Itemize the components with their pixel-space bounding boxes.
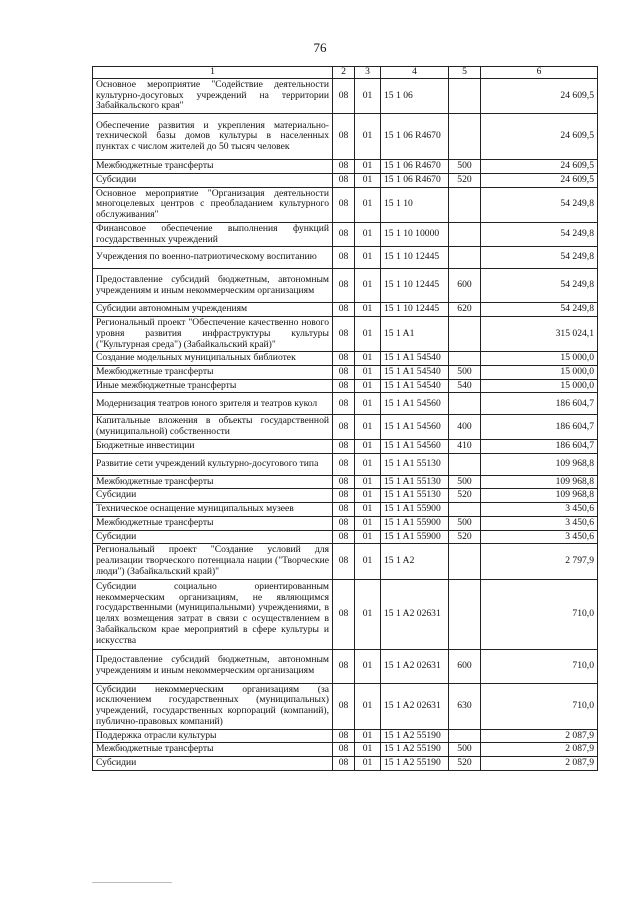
table-row	[93, 114, 598, 160]
subsection-code: 01	[355, 160, 381, 174]
section-code: 08	[333, 269, 355, 303]
expense-type: 630	[449, 683, 481, 729]
table-row	[93, 160, 598, 174]
target-article: 15 1 A1 54540	[381, 379, 449, 393]
expense-type: 500	[449, 743, 481, 757]
row-name: Межбюджетные трансферты	[93, 516, 333, 530]
table-row	[93, 393, 598, 415]
section-code: 08	[333, 757, 355, 771]
section-code: 08	[333, 453, 355, 475]
target-article: 15 1 A2	[381, 544, 449, 579]
row-name: Развитие сети учреждений культурно-досугового типа	[93, 453, 333, 475]
subsection-code: 01	[355, 114, 381, 160]
table-row	[93, 743, 598, 757]
amount: 2 087,9	[481, 729, 598, 743]
expense-type	[449, 352, 481, 366]
section-code: 08	[333, 366, 355, 380]
row-name: Субсидии автономным учреждениям	[93, 303, 333, 317]
row-name: Межбюджетные трансферты	[93, 475, 333, 489]
amount: 54 249,8	[481, 187, 598, 222]
row-name: Региональный проект "Создание условий для реализации творческого потенциала нации ("Творческие люди") (Забайкальский край)"	[93, 544, 333, 579]
amount: 2 087,9	[481, 757, 598, 771]
row-name: Субсидии	[93, 757, 333, 771]
target-article: 15 1 A1 54560	[381, 393, 449, 415]
row-name: Субсидии	[93, 173, 333, 187]
target-article: 15 1 A1 55900	[381, 503, 449, 517]
subsection-code: 01	[355, 303, 381, 317]
section-code: 08	[333, 222, 355, 246]
section-code: 08	[333, 489, 355, 503]
table-row	[93, 222, 598, 246]
expense-type: 620	[449, 303, 481, 317]
table-row	[93, 317, 598, 352]
row-name: Субсидии некоммерческим организациям (за исключением государственных (муниципальных) учреждений, государственных корпораций (компаний), публично-правовых компаний)	[93, 683, 333, 729]
amount: 109 968,8	[481, 453, 598, 475]
expense-type	[449, 544, 481, 579]
section-code: 08	[333, 352, 355, 366]
expense-type: 500	[449, 475, 481, 489]
section-code: 08	[333, 729, 355, 743]
expense-type	[449, 317, 481, 352]
expense-type: 520	[449, 530, 481, 544]
table-row	[93, 303, 598, 317]
subsection-code: 01	[355, 649, 381, 683]
amount: 15 000,0	[481, 366, 598, 380]
target-article: 15 1 10 10000	[381, 222, 449, 246]
subsection-code: 01	[355, 544, 381, 579]
subsection-code: 01	[355, 352, 381, 366]
target-article: 15 1 06	[381, 79, 449, 114]
table-row	[93, 187, 598, 222]
subsection-code: 01	[355, 579, 381, 649]
section-code: 08	[333, 439, 355, 453]
section-code: 08	[333, 503, 355, 517]
subsection-code: 01	[355, 317, 381, 352]
amount: 186 604,7	[481, 415, 598, 439]
amount: 2 087,9	[481, 743, 598, 757]
expense-type	[449, 503, 481, 517]
target-article: 15 1 A2 55190	[381, 757, 449, 771]
target-article: 15 1 A2 02631	[381, 579, 449, 649]
amount: 24 609,5	[481, 173, 598, 187]
column-header: 2	[333, 67, 355, 79]
row-name: Техническое оснащение муниципальных музеев	[93, 503, 333, 517]
row-name: Модернизация театров юного зрителя и театров кукол	[93, 393, 333, 415]
expense-type	[449, 247, 481, 269]
target-article: 15 1 A1 54560	[381, 415, 449, 439]
amount: 24 609,5	[481, 114, 598, 160]
target-article: 15 1 A1 55900	[381, 530, 449, 544]
amount: 54 249,8	[481, 269, 598, 303]
target-article: 15 1 A1 55130	[381, 475, 449, 489]
table-row	[93, 683, 598, 729]
subsection-code: 01	[355, 269, 381, 303]
table-row	[93, 439, 598, 453]
subsection-code: 01	[355, 187, 381, 222]
row-name: Основное мероприятие "Организация деятельности многоцелевых центров с преобладанием культурного обслуживания"	[93, 187, 333, 222]
section-code: 08	[333, 516, 355, 530]
section-code: 08	[333, 379, 355, 393]
subsection-code: 01	[355, 530, 381, 544]
expense-type	[449, 79, 481, 114]
row-name: Предоставление субсидий бюджетным, автономным учреждениям и иным некоммерческим организациям	[93, 269, 333, 303]
subsection-code: 01	[355, 475, 381, 489]
row-name: Учреждения по военно-патриотическому воспитанию	[93, 247, 333, 269]
amount: 54 249,8	[481, 222, 598, 246]
bottom-rule	[92, 882, 172, 883]
target-article: 15 1 10 12445	[381, 303, 449, 317]
subsection-code: 01	[355, 393, 381, 415]
row-name: Бюджетные инвестиции	[93, 439, 333, 453]
target-article: 15 1 A2 55190	[381, 743, 449, 757]
section-code: 08	[333, 743, 355, 757]
table-row	[93, 366, 598, 380]
section-code: 08	[333, 544, 355, 579]
section-code: 08	[333, 579, 355, 649]
table-row	[93, 415, 598, 439]
amount: 109 968,8	[481, 475, 598, 489]
table-row	[93, 453, 598, 475]
section-code: 08	[333, 415, 355, 439]
expense-type: 410	[449, 439, 481, 453]
subsection-code: 01	[355, 415, 381, 439]
expense-type: 520	[449, 757, 481, 771]
amount: 3 450,6	[481, 530, 598, 544]
section-code: 08	[333, 649, 355, 683]
row-name: Предоставление субсидий бюджетным, автономным учреждениям и иным некоммерческим организациям	[93, 649, 333, 683]
target-article: 15 1 06 R4670	[381, 160, 449, 174]
row-name: Финансовое обеспечение выполнения функций государственных учреждений	[93, 222, 333, 246]
row-name: Капитальные вложения в объекты государственной (муниципальной) собственности	[93, 415, 333, 439]
target-article: 15 1 06 R4670	[381, 173, 449, 187]
expense-type: 400	[449, 415, 481, 439]
table-row	[93, 729, 598, 743]
subsection-code: 01	[355, 743, 381, 757]
subsection-code: 01	[355, 366, 381, 380]
table-row	[93, 579, 598, 649]
amount: 315 024,1	[481, 317, 598, 352]
table-row	[93, 757, 598, 771]
amount: 15 000,0	[481, 352, 598, 366]
subsection-code: 01	[355, 453, 381, 475]
subsection-code: 01	[355, 683, 381, 729]
column-header: 3	[355, 67, 381, 79]
table-row	[93, 269, 598, 303]
subsection-code: 01	[355, 503, 381, 517]
table-row	[93, 489, 598, 503]
section-code: 08	[333, 160, 355, 174]
row-name: Иные межбюджетные трансферты	[93, 379, 333, 393]
amount: 710,0	[481, 683, 598, 729]
subsection-code: 01	[355, 489, 381, 503]
expense-type: 520	[449, 489, 481, 503]
row-name: Обеспечение развития и укрепления материально-технической базы домов культуры в населенных пунктах с числом жителей до 50 тысяч человек	[93, 114, 333, 160]
expense-type	[449, 222, 481, 246]
table-body	[93, 79, 598, 771]
expense-type	[449, 393, 481, 415]
table-row	[93, 173, 598, 187]
expense-type	[449, 453, 481, 475]
target-article: 15 1 A1 55130	[381, 453, 449, 475]
target-article: 15 1 A1 54540	[381, 352, 449, 366]
table-row	[93, 475, 598, 489]
expense-type	[449, 729, 481, 743]
subsection-code: 01	[355, 247, 381, 269]
column-header: 6	[481, 67, 598, 79]
amount: 24 609,5	[481, 79, 598, 114]
target-article: 15 1 A1	[381, 317, 449, 352]
expense-type: 500	[449, 516, 481, 530]
table-row	[93, 79, 598, 114]
expense-type: 540	[449, 379, 481, 393]
expense-type: 600	[449, 269, 481, 303]
amount: 109 968,8	[481, 489, 598, 503]
amount: 3 450,6	[481, 516, 598, 530]
amount: 186 604,7	[481, 439, 598, 453]
table-row	[93, 503, 598, 517]
target-article: 15 1 10 12445	[381, 269, 449, 303]
subsection-code: 01	[355, 439, 381, 453]
subsection-code: 01	[355, 222, 381, 246]
row-name: Основное мероприятие "Содействие деятельности культурно-досуговых учреждений на территории Забайкальского края"	[93, 79, 333, 114]
subsection-code: 01	[355, 516, 381, 530]
amount: 15 000,0	[481, 379, 598, 393]
target-article: 15 1 A2 02631	[381, 649, 449, 683]
section-code: 08	[333, 79, 355, 114]
row-name: Субсидии	[93, 530, 333, 544]
amount: 186 604,7	[481, 393, 598, 415]
row-name: Создание модельных муниципальных библиотек	[93, 352, 333, 366]
column-header: 5	[449, 67, 481, 79]
target-article: 15 1 A1 54540	[381, 366, 449, 380]
row-name: Региональный проект "Обеспечение качественно нового уровня развития инфраструктуры культуры ("Культурная среда") (Забайкальский край)"	[93, 317, 333, 352]
target-article: 15 1 10 12445	[381, 247, 449, 269]
section-code: 08	[333, 187, 355, 222]
target-article: 15 1 A2 55190	[381, 729, 449, 743]
table-row	[93, 516, 598, 530]
row-name: Субсидии	[93, 489, 333, 503]
table-row	[93, 247, 598, 269]
amount: 710,0	[481, 649, 598, 683]
expense-type	[449, 187, 481, 222]
expense-type	[449, 579, 481, 649]
expense-type: 500	[449, 160, 481, 174]
target-article: 15 1 A1 54560	[381, 439, 449, 453]
section-code: 08	[333, 475, 355, 489]
table-row	[93, 530, 598, 544]
budget-table	[92, 66, 598, 771]
target-article: 15 1 A1 55130	[381, 489, 449, 503]
row-name: Межбюджетные трансферты	[93, 160, 333, 174]
section-code: 08	[333, 114, 355, 160]
section-code: 08	[333, 173, 355, 187]
section-code: 08	[333, 317, 355, 352]
target-article: 15 1 06 R4670	[381, 114, 449, 160]
subsection-code: 01	[355, 729, 381, 743]
row-name: Поддержка отрасли культуры	[93, 729, 333, 743]
table-row	[93, 352, 598, 366]
section-code: 08	[333, 247, 355, 269]
target-article: 15 1 A2 02631	[381, 683, 449, 729]
amount: 3 450,6	[481, 503, 598, 517]
section-code: 08	[333, 303, 355, 317]
amount: 54 249,8	[481, 247, 598, 269]
target-article: 15 1 10	[381, 187, 449, 222]
section-code: 08	[333, 683, 355, 729]
subsection-code: 01	[355, 173, 381, 187]
row-name: Межбюджетные трансферты	[93, 366, 333, 380]
subsection-code: 01	[355, 379, 381, 393]
page-number: 76	[313, 40, 327, 55]
expense-type	[449, 114, 481, 160]
section-code: 08	[333, 393, 355, 415]
table-header-row	[93, 67, 598, 79]
expense-type: 520	[449, 173, 481, 187]
row-name: Субсидии социально ориентированным некоммерческим организациям, не являющимся государственными (муниципальными) учреждениями, в целях возмещения затрат в связи с осуществлением в Забайкальском крае мероприятий в сфере культуры и искусства	[93, 579, 333, 649]
subsection-code: 01	[355, 757, 381, 771]
table-row	[93, 544, 598, 579]
column-header: 1	[93, 67, 333, 79]
expense-type: 500	[449, 366, 481, 380]
column-header: 4	[381, 67, 449, 79]
amount: 54 249,8	[481, 303, 598, 317]
target-article: 15 1 A1 55900	[381, 516, 449, 530]
amount: 710,0	[481, 579, 598, 649]
amount: 24 609,5	[481, 160, 598, 174]
subsection-code: 01	[355, 79, 381, 114]
section-code: 08	[333, 530, 355, 544]
amount: 2 797,9	[481, 544, 598, 579]
row-name: Межбюджетные трансферты	[93, 743, 333, 757]
expense-type: 600	[449, 649, 481, 683]
table-row	[93, 649, 598, 683]
table-row	[93, 379, 598, 393]
